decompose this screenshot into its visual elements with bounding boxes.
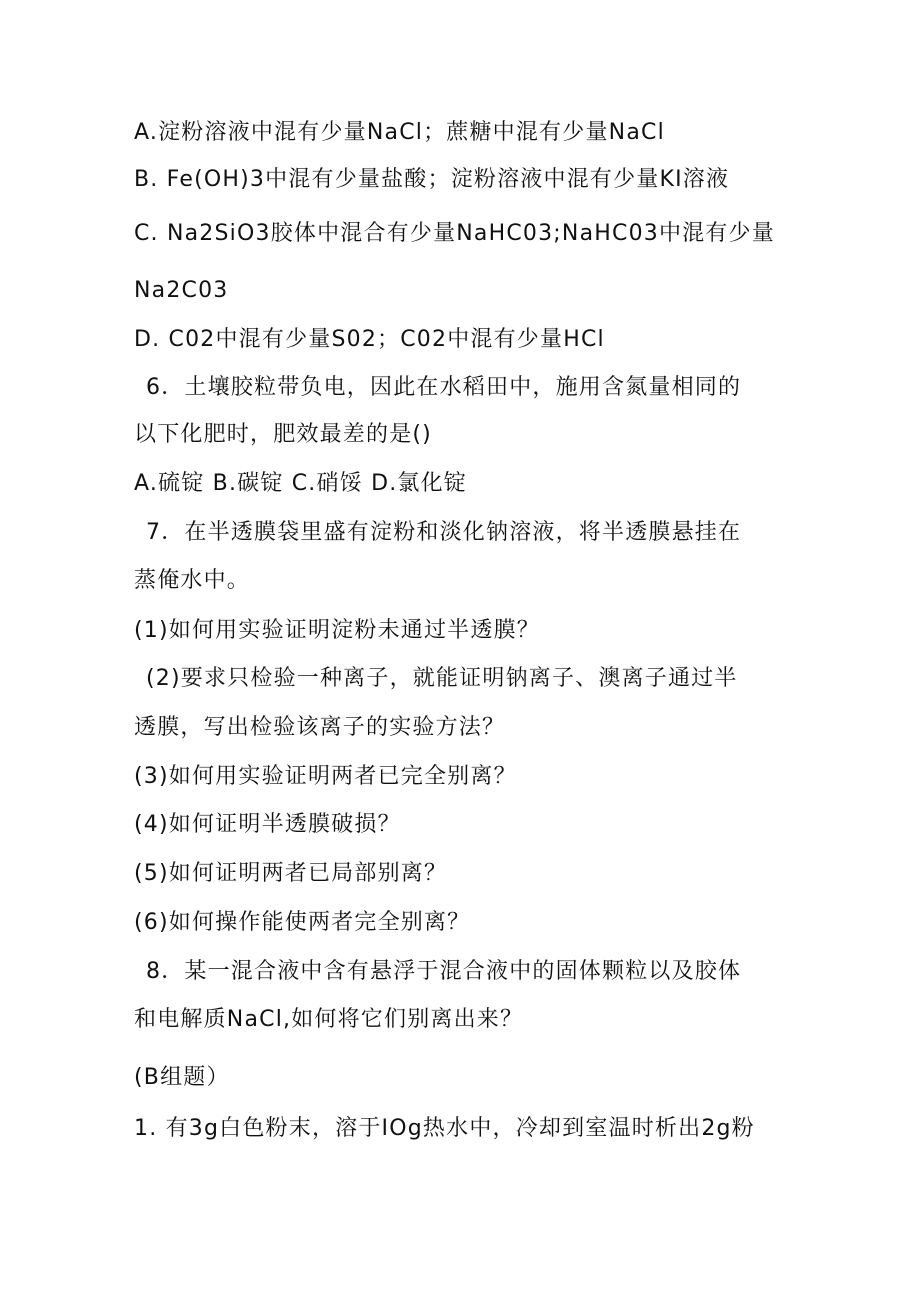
- question-6-line-2: 以下化肥时，肥效最差的是(): [134, 422, 432, 447]
- question-7-part-6: (6)如何操作能使两者完全别离？: [134, 910, 471, 935]
- question-7-part-4: (4)如何证明半透膜破损？: [134, 812, 401, 837]
- question-7-line-1: 7．在半透膜袋里盛有淀粉和淡化钠溶液，将半透膜悬挂在: [146, 520, 742, 545]
- question-7-part-2-line-1: (2)要求只检验一种离子，就能证明钠离子、澳离子通过半: [146, 666, 738, 691]
- question-7-part-1: (1)如何用实验证明淀粉未通过半透膜？: [134, 618, 540, 643]
- question-8-line-2: 和电解质NaCl,如何将它们别离出来？: [134, 1007, 524, 1032]
- question-7-part-5: (5)如何证明两者已局部别离？: [134, 861, 448, 886]
- question-6-line-1: 6．土壤胶粒带负电，因此在水稻田中，施用含氮量相同的: [146, 375, 742, 400]
- section-b-question-1: 1. 有3g白色粉末，溶于IOg热水中，冷却到室温时析出2g粉: [134, 1116, 755, 1141]
- question-7-line-2: 蒸俺水中。: [134, 568, 251, 593]
- question-7-part-3: (3)如何用实验证明两者已完全别离？: [134, 764, 517, 789]
- section-b-heading: (B组题）: [134, 1065, 230, 1090]
- option-c-continuation: Na2C03: [134, 278, 229, 303]
- option-b-line: B. Fe(OH)3中混有少量盐酸；淀粉溶液中混有少量KI溶液: [134, 167, 730, 192]
- option-a-line: A.淀粉溶液中混有少量NaCl；蔗糖中混有少量NaCl: [134, 120, 665, 145]
- question-6-options: A.硫锭 B.碳锭 C.硝馁 D.氯化锭: [134, 471, 468, 496]
- option-c-line: C. Na2SiO3胶体中混合有少量NaHC03;NaHC03中混有少量: [134, 221, 775, 246]
- question-8-line-1: 8．某一混合液中含有悬浮于混合液中的固体颗粒以及胶体: [146, 959, 742, 984]
- option-d-line: D. C02中混有少量S02；C02中混有少量HCl: [134, 327, 605, 352]
- question-7-part-2-line-2: 透膜，写出检验该离子的实验方法？: [134, 715, 506, 740]
